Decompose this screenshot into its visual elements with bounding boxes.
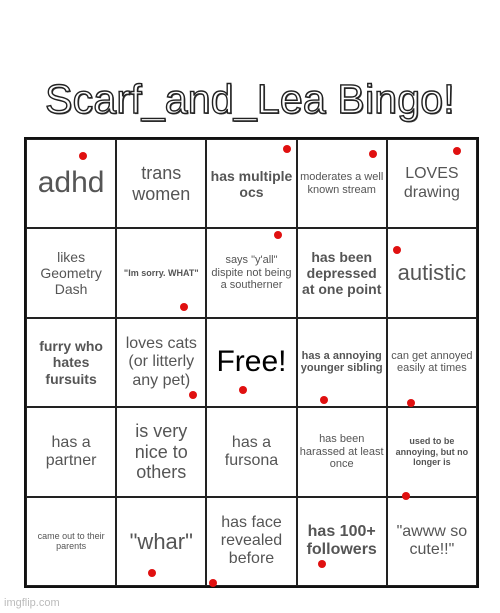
bingo-cell-100-followers[interactable]: has 100+ followers <box>297 497 387 586</box>
marker-dot <box>209 579 217 587</box>
bingo-cell-has-partner[interactable]: has a partner <box>26 407 116 496</box>
marker-dot <box>239 386 247 394</box>
marker-dot <box>369 150 377 158</box>
marker-dot <box>79 152 87 160</box>
bingo-cell-trans-women[interactable]: trans women <box>116 139 206 228</box>
bingo-cell-harassed[interactable]: has been harassed at least once <box>297 407 387 496</box>
bingo-cell-geometry-dash[interactable]: likes Geometry Dash <box>26 228 116 317</box>
bingo-cell-free[interactable]: Free! <box>206 318 296 407</box>
bingo-cell-im-sorry-what[interactable]: "Im sorry. WHAT" <box>116 228 206 317</box>
marker-dot <box>402 492 410 500</box>
bingo-cell-says-yall[interactable]: says "y'all" dispite not being a southerner <box>206 228 296 317</box>
page-title: Scarf_and_Lea Bingo! <box>45 76 455 122</box>
bingo-cell-used-to-be-annoying[interactable]: used to be annoying, but no longer is <box>387 407 477 496</box>
marker-dot <box>393 246 401 254</box>
bingo-cell-autistic[interactable]: autistic <box>387 228 477 317</box>
marker-dot <box>407 399 415 407</box>
bingo-cell-multiple-ocs[interactable]: has multiple ocs <box>206 139 296 228</box>
marker-dot <box>283 145 291 153</box>
bingo-cell-adhd[interactable]: adhd <box>26 139 116 228</box>
bingo-cell-annoying-sibling[interactable]: has a annoying younger sibling <box>297 318 387 407</box>
bingo-cell-moderates-stream[interactable]: moderates a well known stream <box>297 139 387 228</box>
marker-dot <box>318 560 326 568</box>
bingo-cell-very-nice[interactable]: is very nice to others <box>116 407 206 496</box>
bingo-cell-loves-cats[interactable]: loves cats (or litterly any pet) <box>116 318 206 407</box>
bingo-cell-furry-hates-fursuits[interactable]: furry who hates fursuits <box>26 318 116 407</box>
bingo-cell-annoyed-easily[interactable]: can get annoyed easily at times <box>387 318 477 407</box>
marker-dot <box>453 147 461 155</box>
bingo-grid <box>24 137 479 588</box>
imgflip-watermark: imgflip.com <box>4 597 60 609</box>
marker-dot <box>180 303 188 311</box>
marker-dot <box>148 569 156 577</box>
bingo-cell-awww-so-cute[interactable]: "awww so cute!!" <box>387 497 477 586</box>
marker-dot <box>189 391 197 399</box>
bingo-cell-face-revealed[interactable]: has face revealed before <box>206 497 296 586</box>
marker-dot <box>274 231 282 239</box>
bingo-cell-came-out[interactable]: came out to their parents <box>26 497 116 586</box>
bingo-cell-whar[interactable]: "whar" <box>116 497 206 586</box>
marker-dot <box>320 396 328 404</box>
bingo-cell-depressed[interactable]: has been depressed at one point <box>297 228 387 317</box>
bingo-cell-has-fursona[interactable]: has a fursona <box>206 407 296 496</box>
bingo-cell-loves-drawing[interactable]: LOVES drawing <box>387 139 477 228</box>
